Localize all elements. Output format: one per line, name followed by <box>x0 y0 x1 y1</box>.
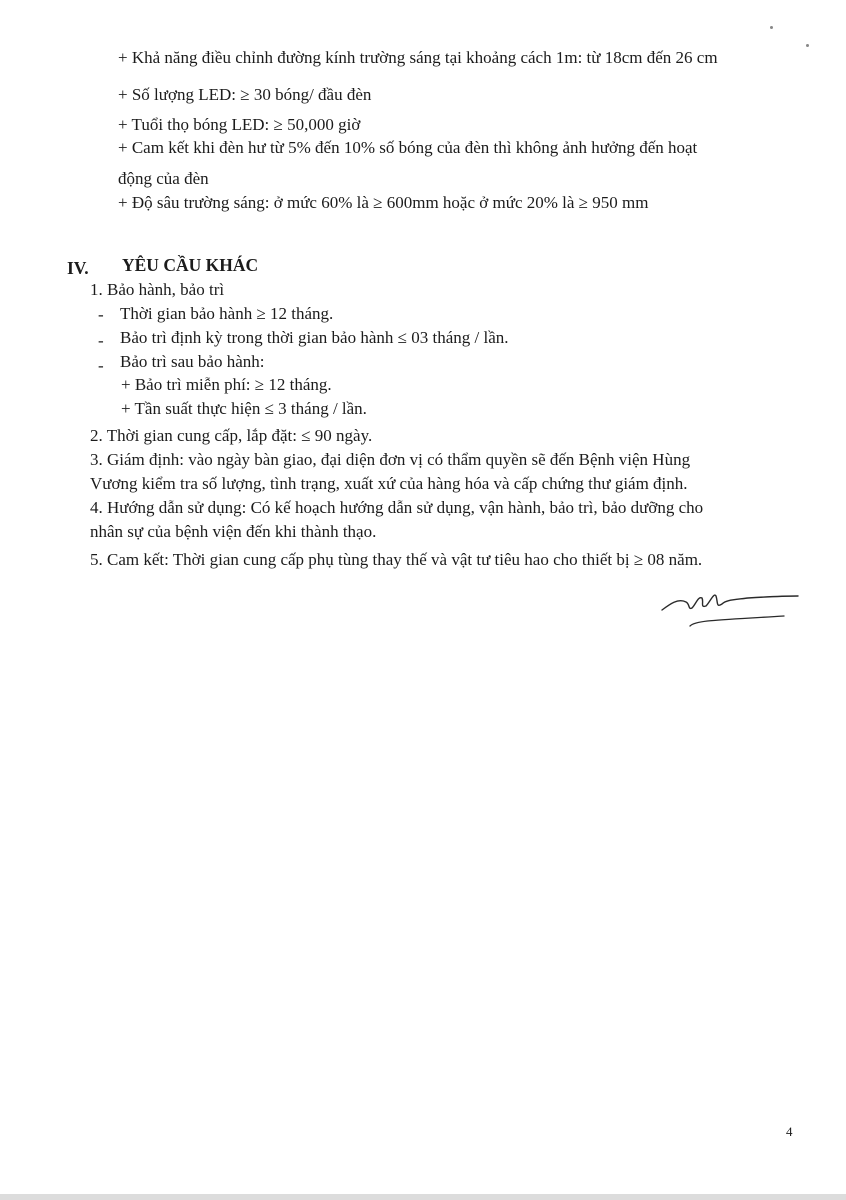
warranty-sub-item: + Bảo trì miễn phí: ≥ 12 tháng. <box>121 375 332 394</box>
warranty-item: Bảo trì sau bảo hành: <box>120 352 265 371</box>
spec-line: + Số lượng LED: ≥ 30 bóng/ đầu đèn <box>118 85 372 104</box>
list-dash: - <box>98 356 104 375</box>
section-number: IV. <box>67 258 89 278</box>
requirement-line: Vương kiểm tra số lượng, tình trạng, xuất xứ của hàng hóa và cấp chứng thư giám định. <box>90 474 688 493</box>
spec-line: + Cam kết khi đèn hư từ 5% đến 10% số bóng của đèn thì không ảnh hưởng đến hoạt <box>118 138 698 157</box>
spec-line: + Khả năng điều chỉnh đường kính trường sáng tại khoảng cách 1m: từ 18cm đến 26 cm <box>118 48 718 67</box>
scan-bottom-edge <box>0 1194 846 1200</box>
requirement-line: 2. Thời gian cung cấp, lắp đặt: ≤ 90 ngày. <box>90 426 373 445</box>
spec-line: + Độ sâu trường sáng: ở mức 60% là ≥ 600mm hoặc ở mức 20% là ≥ 950 mm <box>118 193 649 212</box>
spec-line-continued: động của đèn <box>118 169 209 188</box>
requirement-line: 3. Giám định: vào ngày bàn giao, đại diện đơn vị có thẩm quyền sẽ đến Bệnh viện Hùng <box>90 450 691 469</box>
warranty-sub-item: + Tần suất thực hiện ≤ 3 tháng / lần. <box>121 399 367 418</box>
spec-line: + Tuổi thọ bóng LED: ≥ 50,000 giờ <box>118 115 361 134</box>
scan-speck <box>770 26 773 29</box>
signature-mark <box>660 582 800 632</box>
page-number: 4 <box>786 1124 793 1139</box>
warranty-item: Thời gian bảo hành ≥ 12 tháng. <box>120 304 334 323</box>
section-title: YÊU CẦU KHÁC <box>122 255 259 275</box>
list-dash: - <box>98 305 104 324</box>
list-dash: - <box>98 331 104 350</box>
warranty-item: Bảo trì định kỳ trong thời gian bảo hành ≤ 03 tháng / lần. <box>120 328 509 347</box>
requirement-line: 5. Cam kết: Thời gian cung cấp phụ tùng thay thế và vật tư tiêu hao cho thiết bị ≥ 08 năm. <box>90 550 703 569</box>
requirement-line: nhân sự của bệnh viện đến khi thành thạo. <box>90 522 377 541</box>
requirement-line: 4. Hướng dẫn sử dụng: Có kế hoạch hướng dẫn sử dụng, vận hành, bảo trì, bảo dưỡng cho <box>90 498 704 517</box>
scan-speck <box>806 44 809 47</box>
warranty-heading: 1. Bảo hành, bảo trì <box>90 280 225 299</box>
